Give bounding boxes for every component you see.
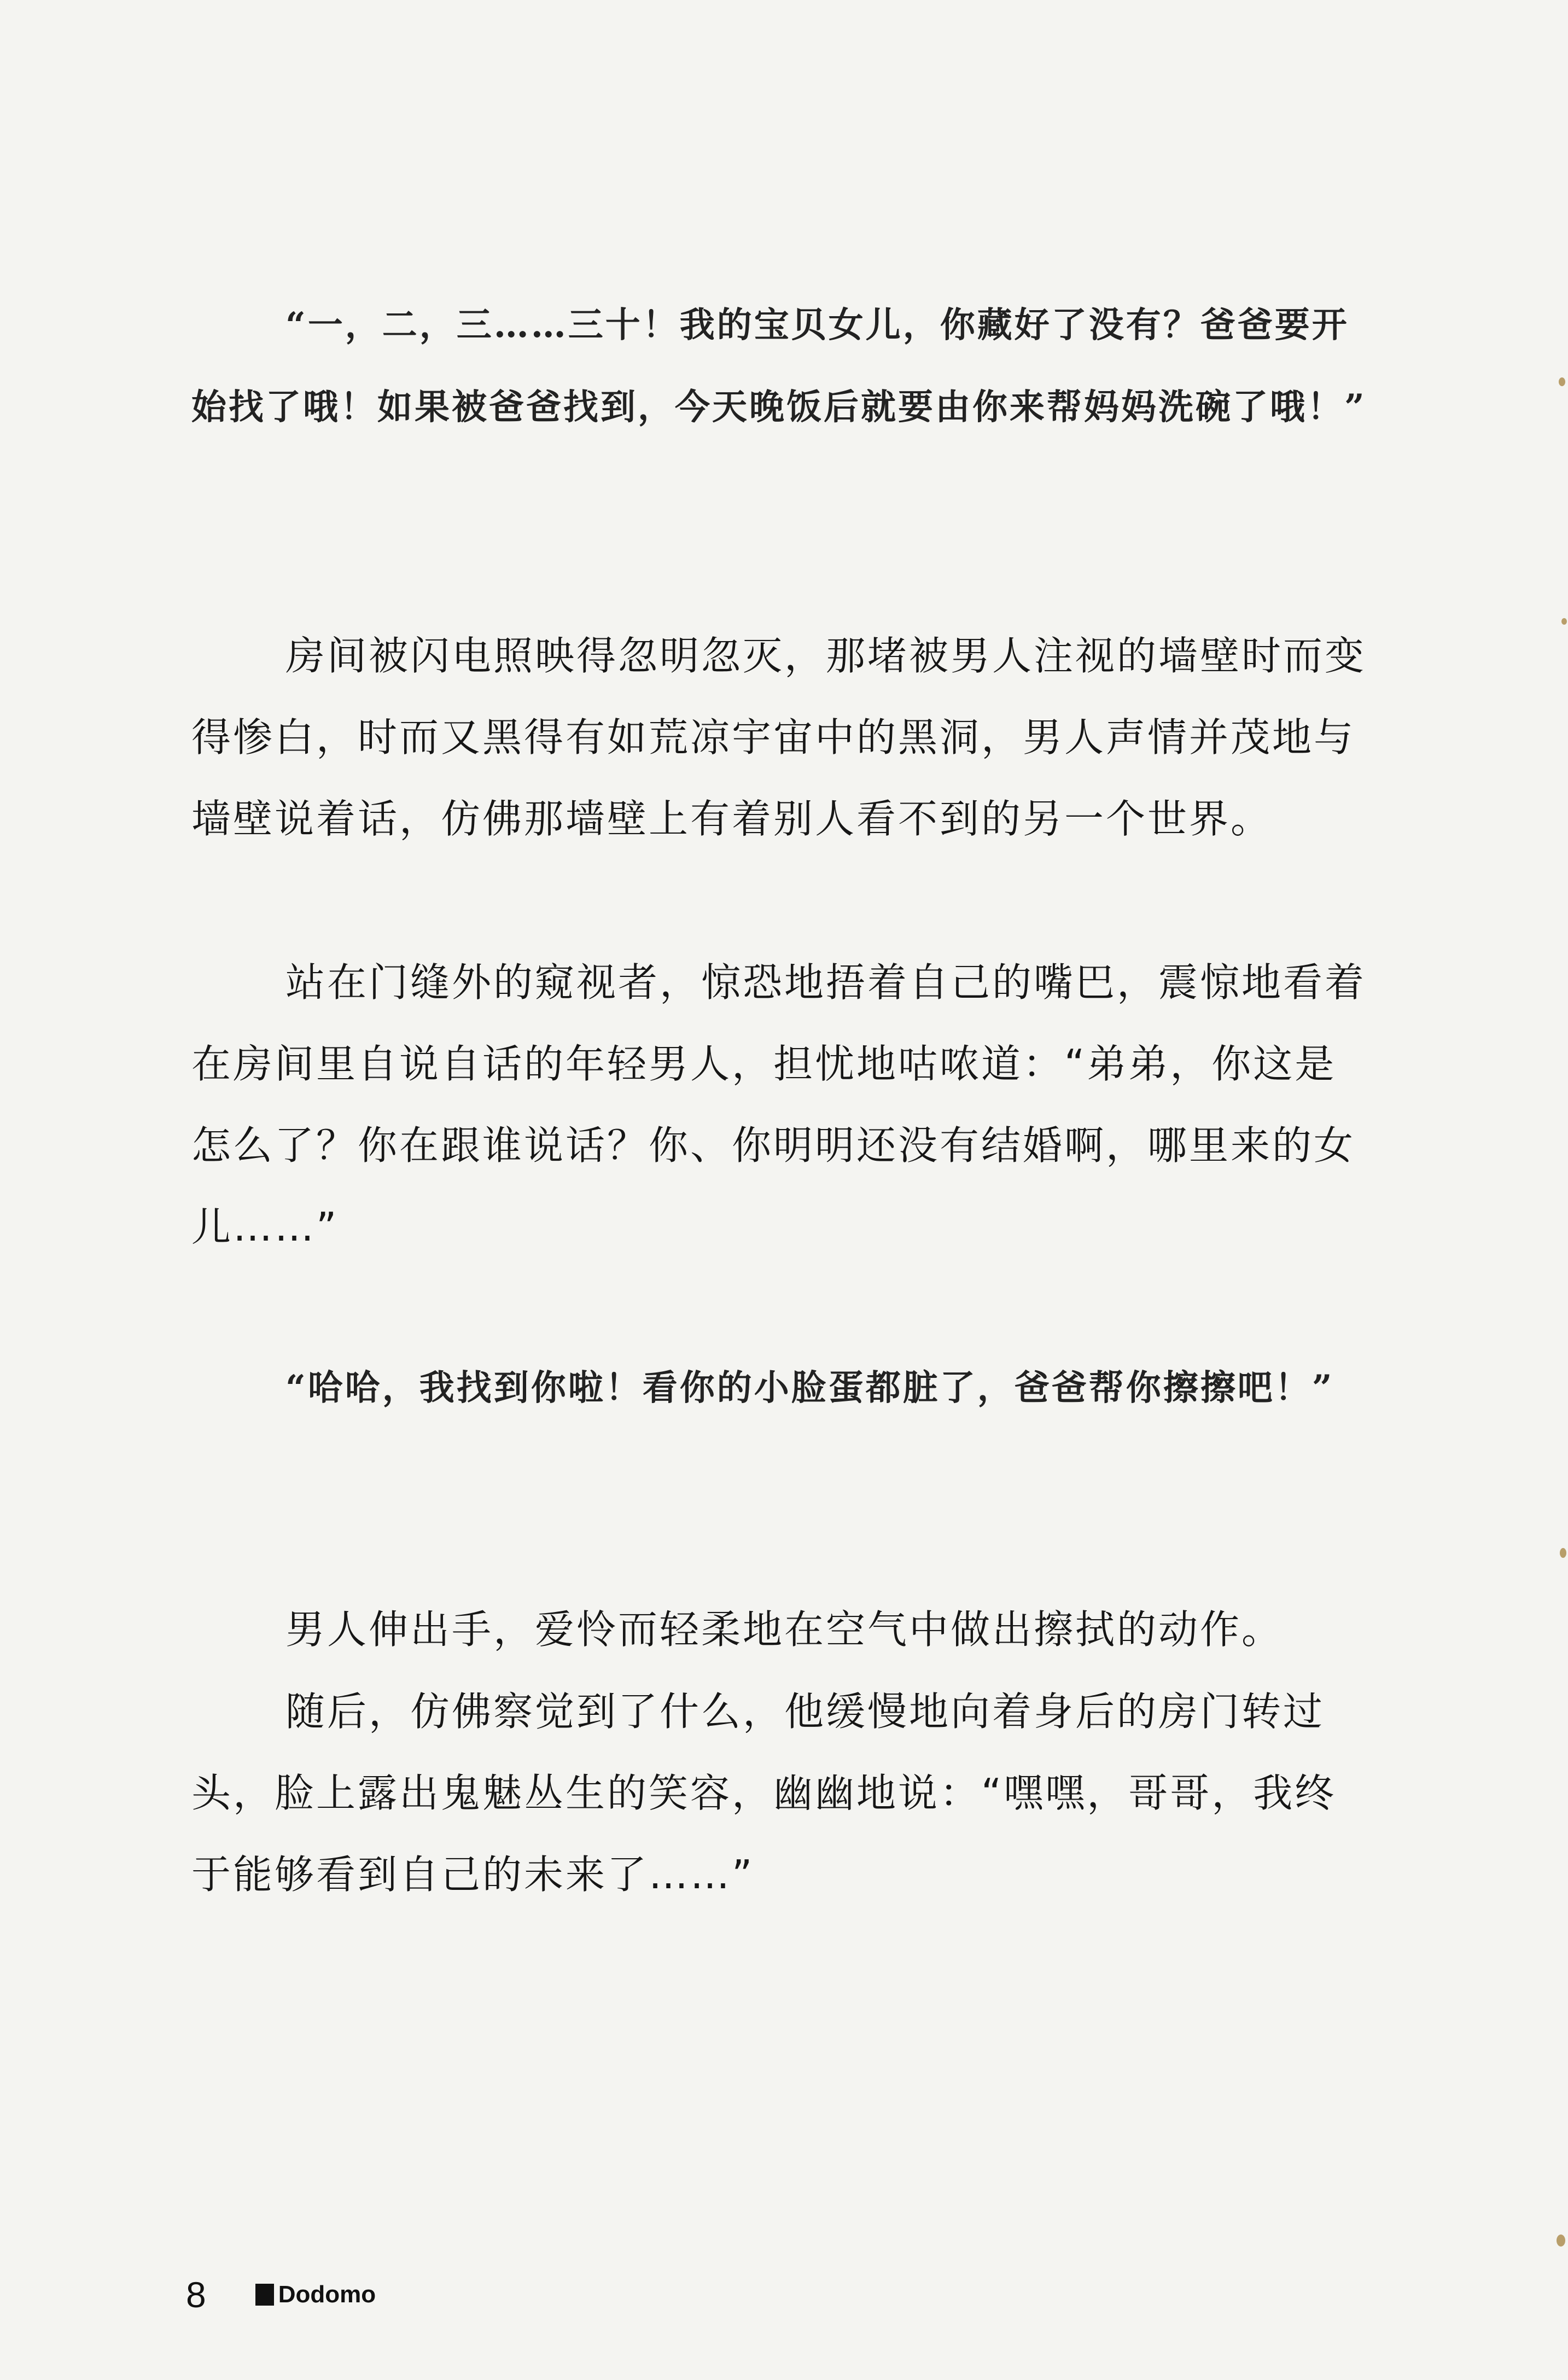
dialogue-paragraph-2: “哈哈，我找到你啦！看你的小脸蛋都脏了，爸爸帮你擦擦吧！” (285, 1368, 1334, 1409)
narration-paragraph-1: 房间被闪电照映得忽明忽灭，那堵被男人注视的墙壁时而变得惨白，时而又黑得有如荒凉宇宙中的黑洞，男人声情并茂地与墙壁说着话，仿佛那墙壁上有着别人看不到的另一个世界。 (191, 633, 1367, 842)
brand-name: Dodomo (278, 2281, 376, 2308)
narration-paragraph-2: 站在门缝外的窥视者，惊恐地捂着自己的嘴巴，震惊地看着在房间里自说自话的年轻男人，担忧地咕哝道：“弟弟，你这是怎么了？你在跟谁说话？你、你明明还没有结婚啊，哪里来的女儿……” (191, 959, 1367, 1250)
paper-speck (1561, 618, 1567, 625)
dialogue-paragraph-1: “一，二，三……三十！我的宝贝女儿，你藏好了没有？爸爸要开始找了哦！如果被爸爸找到，今天晚饭后就要由你来帮妈妈洗碗了哦！” (191, 305, 1367, 428)
page-number: 8 (186, 2274, 206, 2315)
brand-logo (255, 2281, 376, 2308)
brand-mark-icon (255, 2284, 274, 2306)
paper-speck (1557, 2234, 1565, 2247)
narration-paragraph-4: 随后，仿佛察觉到了什么，他缓慢地向着身后的房门转过头，脸上露出鬼魅丛生的笑容，幽幽地说：“嘿嘿，哥哥，我终于能够看到自己的未来了……” (191, 1689, 1337, 1898)
paper-speck (1560, 1548, 1566, 1558)
page-footer (186, 2270, 376, 2319)
narration-paragraph-3: 男人伸出手，爱怜而轻柔地在空气中做出擦拭的动作。 (285, 1607, 1284, 1652)
paper-speck (1559, 377, 1565, 386)
